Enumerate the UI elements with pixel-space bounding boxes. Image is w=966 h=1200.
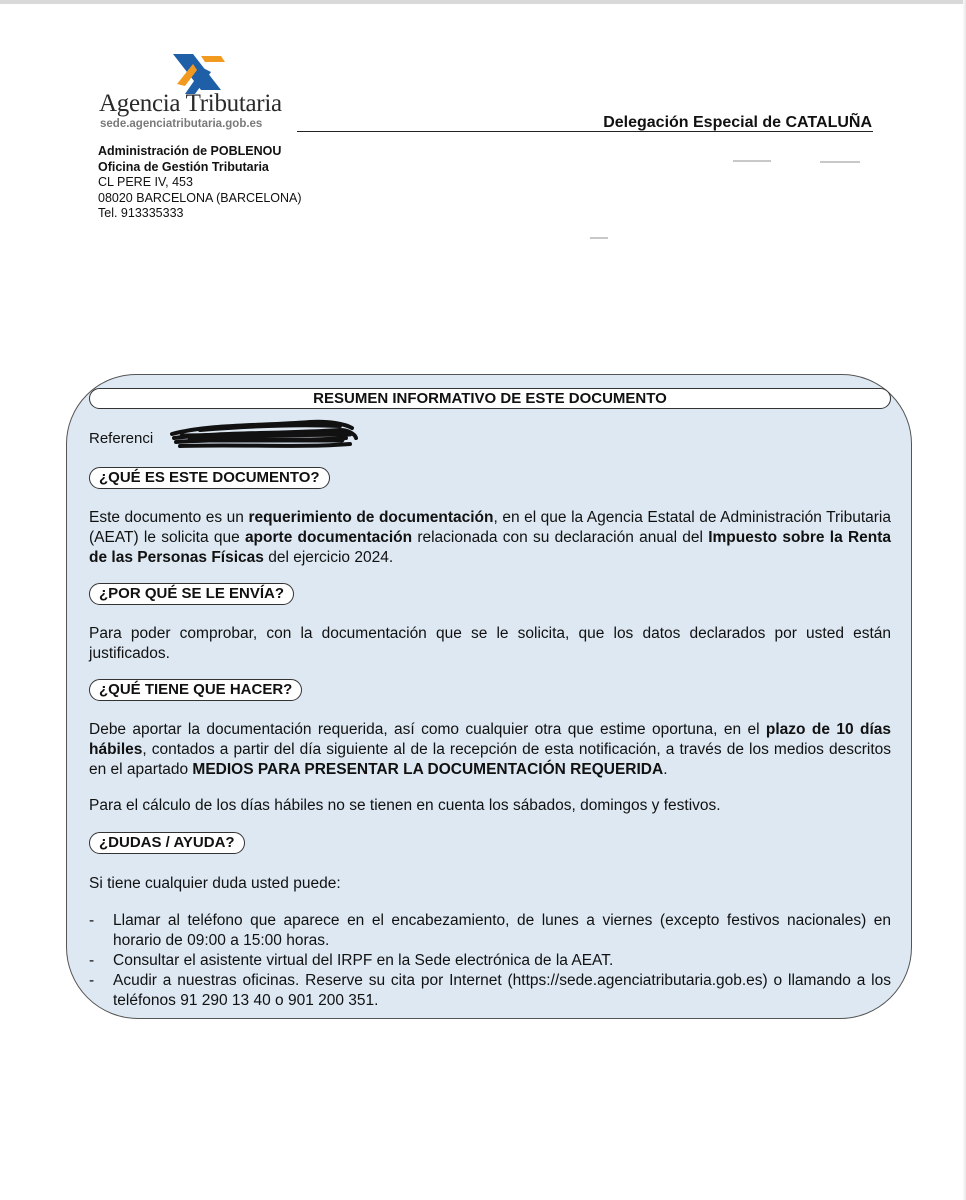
office-phone: Tel. 913335333: [98, 206, 184, 220]
summary-title: RESUMEN INFORMATIVO DE ESTE DOCUMENTO: [89, 388, 891, 409]
office-department: Oficina de Gestión Tributaria: [98, 159, 269, 174]
office-city: 08020 BARCELONA (BARCELONA): [98, 190, 302, 205]
aeat-emblem-icon: [167, 50, 225, 94]
office-name: Administración de POBLENOU: [98, 144, 282, 158]
paragraph-what-to-do: Debe aportar la documentación requerida, así como cualquier otra que estime oportuna, en el plazo de 10 días hábiles, contados a partir del día siguiente al de la recepción de esta notificación, a través de los medios descritos en el apartado MEDIOS PARA PRESENTAR LA DOCUMENTACIÓN REQUERIDA.: [89, 721, 891, 778]
heading-what-is: ¿QUÉ ES ESTE DOCUMENTO?: [89, 467, 330, 489]
heading-what-to-do: ¿QUÉ TIENE QUE HACER?: [89, 679, 302, 701]
paragraph-what-is: Este documento es un requerimiento de documentación, en el que la Agencia Estatal de Administración Tributaria (AEAT) le solicita que aporte documentación relacionada con su declaración anual del Impuesto sobre la Renta de las Personas Físicas del ejercicio 2024.: [89, 509, 892, 566]
scan-mark: [590, 237, 608, 239]
scan-mark: [820, 161, 860, 163]
paragraph-help-intro: Si tiene cualquier duda usted puede:: [89, 875, 341, 892]
brand-url: sede.agenciatributaria.gob.es: [100, 118, 263, 130]
office-address: [98, 144, 302, 222]
redaction-scribble: [170, 418, 360, 452]
paragraph-business-days: Para el cálculo de los días hábiles no se tienen en cuenta los sábados, domingos y festivos.: [89, 797, 721, 814]
agencia-tributaria-logo: [99, 50, 309, 134]
brand-name: Agencia Tributaria: [99, 90, 282, 117]
list-item: - Consultar el asistente virtual del IRPF en la Sede electrónica de la AEAT.: [89, 952, 614, 969]
paragraph-why: Para poder comprobar, con la documentación que se le solicita, que los datos declarados por usted están justificados.: [89, 625, 891, 662]
top-edge: [0, 0, 966, 4]
heading-help: ¿DUDAS / AYUDA?: [89, 832, 245, 854]
help-options-list: [89, 911, 891, 1011]
delegation-title: Delegación Especial de CATALUÑA: [603, 114, 872, 131]
heading-why: ¿POR QUÉ SE LE ENVÍA?: [89, 583, 294, 605]
list-item: - Llamar al teléfono que aparece en el encabezamiento, de lunes a viernes (excepto festivos nacionales) en horario de 09:00 a 15:00 horas.: [89, 912, 891, 949]
reference-label: Referenci: [89, 430, 154, 447]
scan-mark: [733, 160, 771, 162]
office-street: CL PERE IV, 453: [98, 175, 193, 189]
list-item: - Acudir a nuestras oficinas. Reserve su cita por Internet (https://sede.agenciatributaria.gob.es) o llamando a los teléfonos 91 290 13 40 o 901 200 351.: [89, 972, 891, 1009]
